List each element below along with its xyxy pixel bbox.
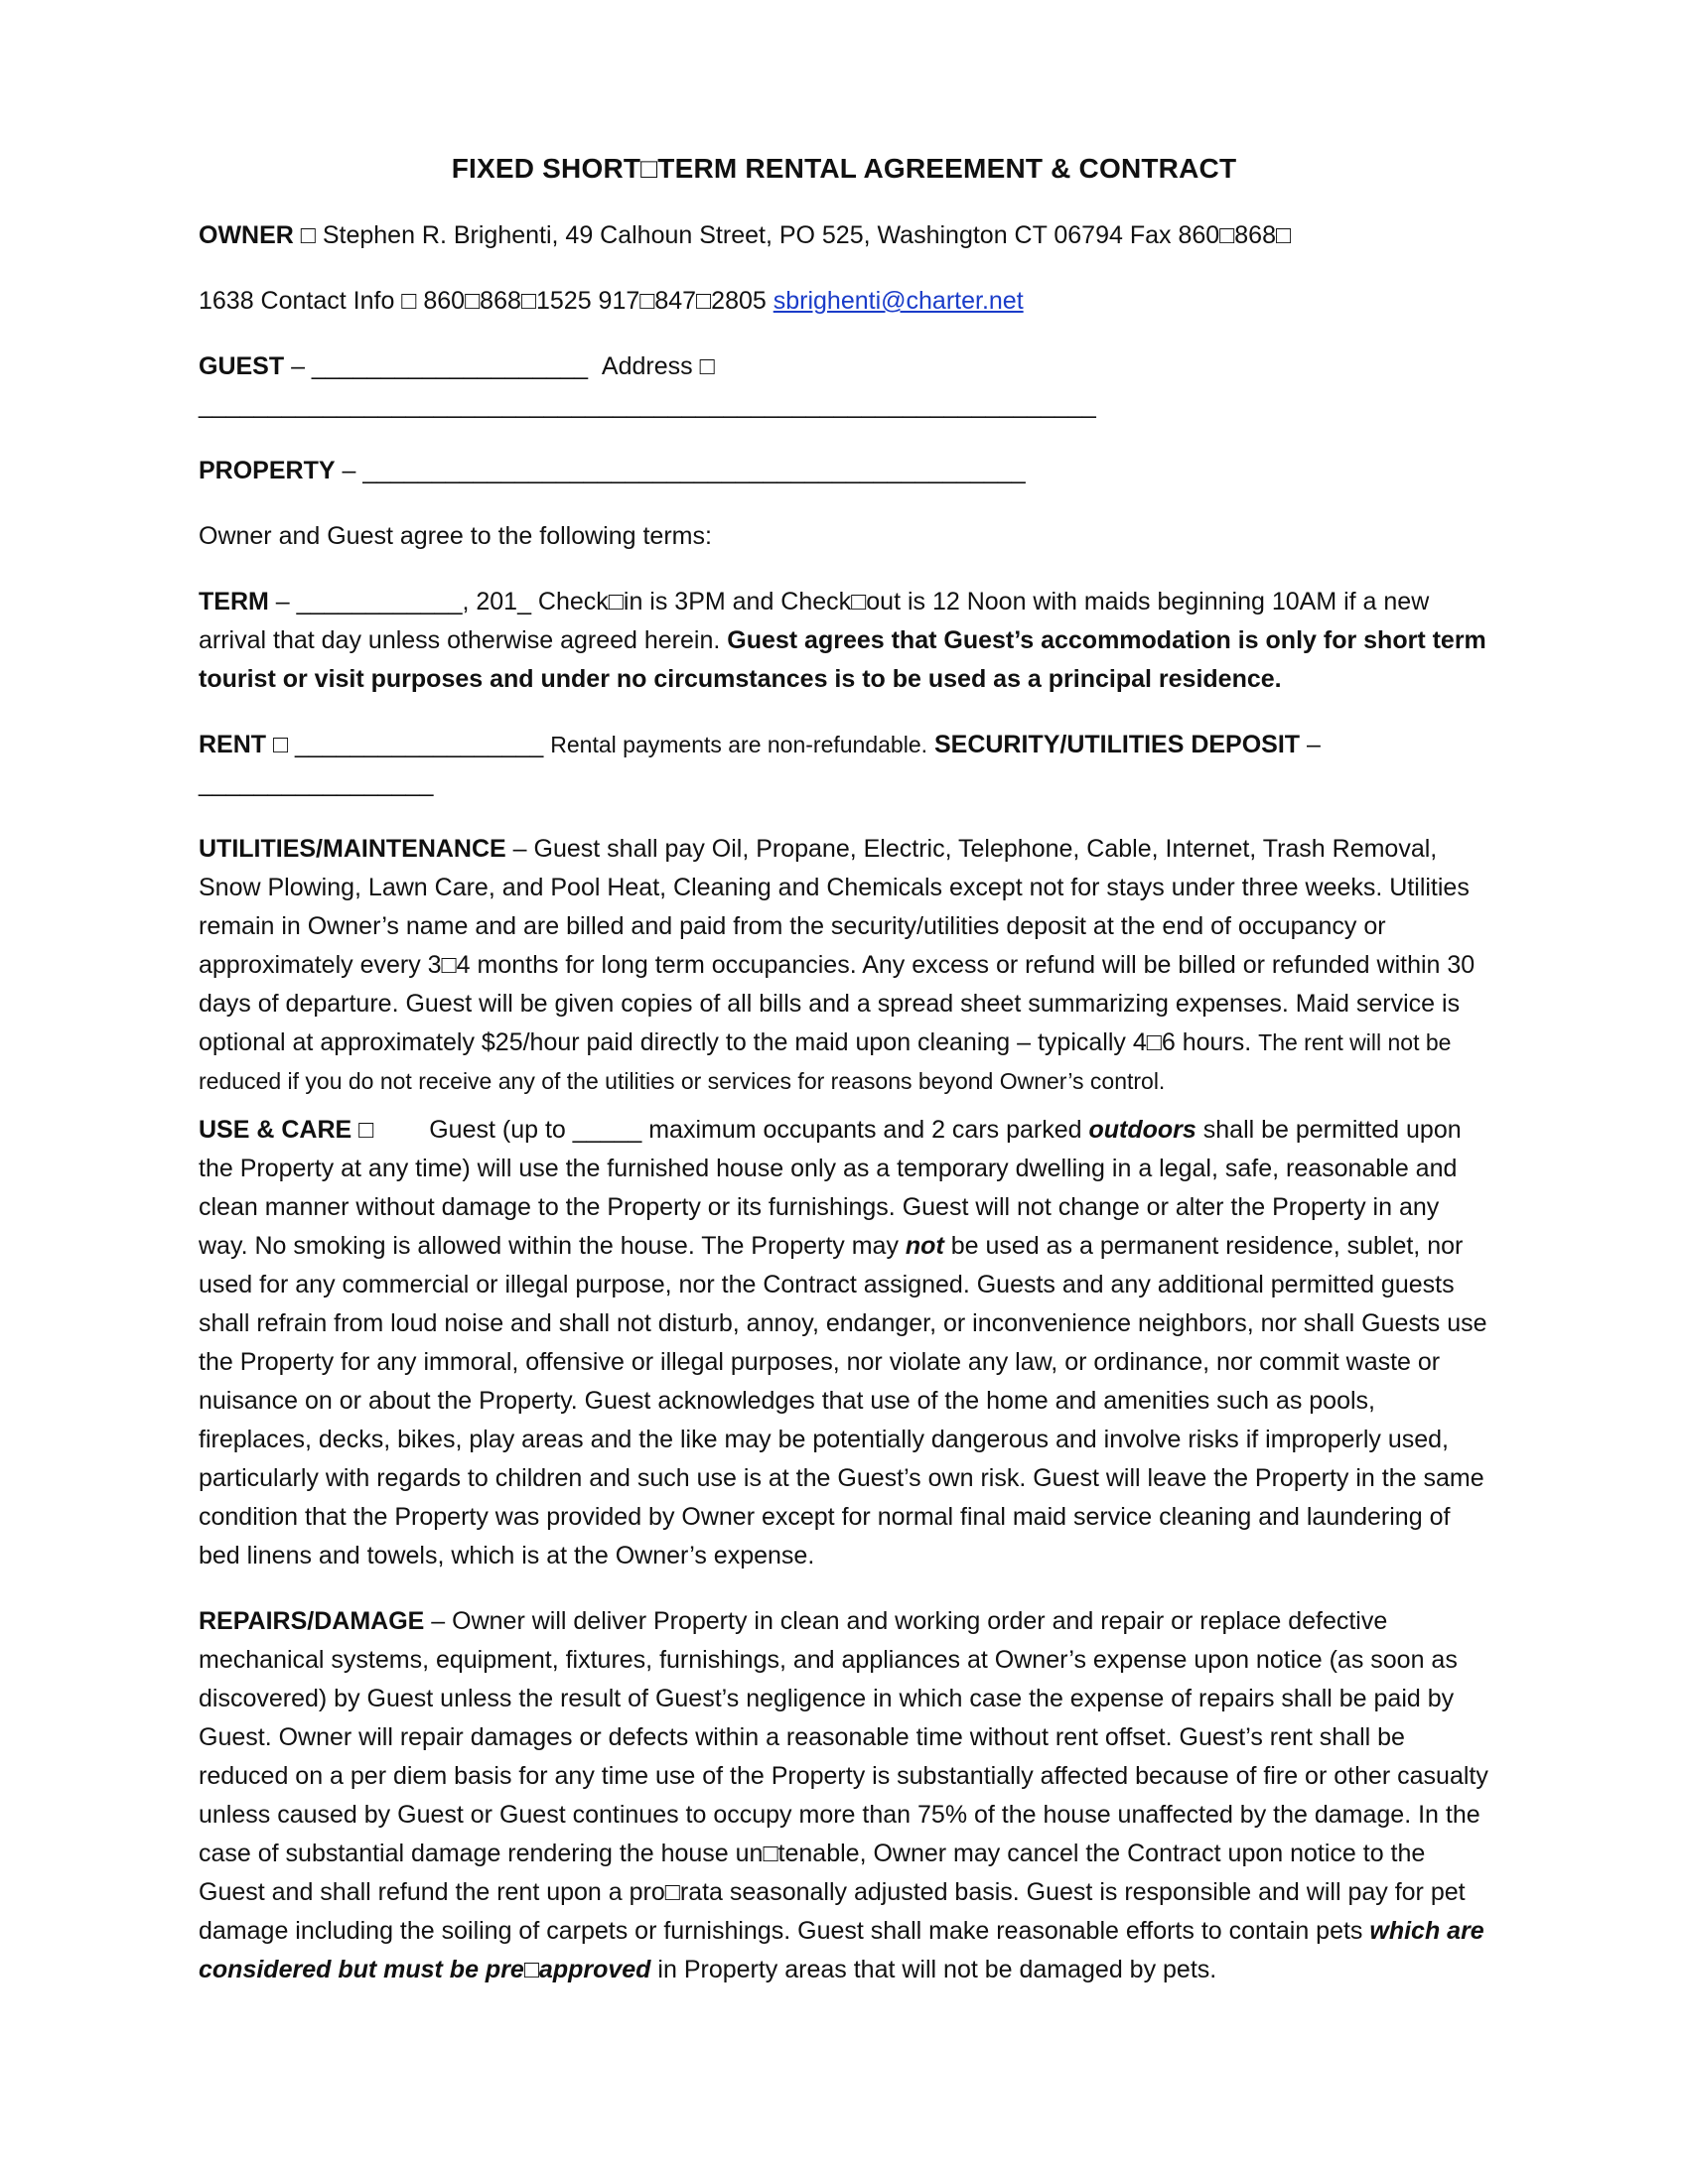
use-care-text-3: be used as a permanent residence, sublet, nor used for any commercial or illegal purpose, nor the Contract assigned. Guests and any additional permitted guests shall refrain from loud noise and shall not disturb, annoy, endanger, or inconvenience neighbors, nor shall Guests use the Property for any immoral, offensive or illegal purposes, nor violate any law, or ordinance, nor commit waste or nuisance on or about the Property. Guest acknowledges that use of the home and amenities such as pools, fireplaces, decks, bikes, play areas and the like may be potentially dangerous and involve risks if improperly used, particularly with regards to children and such use is at the Guest’s own risk. Guest will leave the Property in the same condition that the Property was provided by Owner except for normal final maid service cleaning and laundering of bed linens and towels, which is at the Owner’s expense. bbox=[199, 1232, 1487, 1570]
contact-line bbox=[199, 282, 1489, 321]
repairs-text: – Owner will deliver Property in clean and working order and repair or replace defective mechanical systems, equipment, fixtures, furnishings, and appliances at Owner’s expense upon notice (as soon as discovered) by Guest unless the result of Guest’s negligence in which case the expense of repairs shall be paid by Guest. Owner will repair damages or defects within a reasonable time without rent offset. Guest’s rent shall be reduced on a per diem basis for any time use of the Property is substantially affected because of fire or other casualty unless caused by Guest or Guest continues to occupy more than 75% of the house unaffected by the damage. In the case of substantial damage rendering the house un□tenable, Owner may cancel the Contract upon notice to the Guest and shall refund the rent upon a pro□rata seasonally adjusted basis. Guest is responsible and will pay for pet damage including the soiling of carpets or furnishings. Guest shall make reasonable efforts to contain pets bbox=[199, 1607, 1488, 1945]
guest-sep: – bbox=[284, 352, 312, 380]
rent-clause bbox=[199, 726, 1489, 803]
property-label: PROPERTY bbox=[199, 457, 336, 484]
owner-label: OWNER bbox=[199, 221, 294, 249]
use-care-emph-outdoors: outdoors bbox=[1088, 1116, 1196, 1144]
rent-label: RENT bbox=[199, 731, 267, 758]
term-label: TERM bbox=[199, 588, 269, 615]
document-title: FIXED SHORT□TERM RENTAL AGREEMENT & CONTRACT bbox=[451, 153, 1237, 184]
use-care-clause bbox=[199, 1111, 1489, 1575]
rent-nonrefundable-note: Rental payments are non-refundable. bbox=[550, 732, 928, 757]
utilities-note: The rent will not be reduced if you do not receive any of the utilities or services for reasons beyond Owner’s control. bbox=[199, 1029, 1452, 1094]
deposit-field[interactable]: – _________________ bbox=[199, 731, 1321, 797]
owner-sep: □ bbox=[293, 221, 323, 249]
utilities-label: UTILITIES/MAINTENANCE bbox=[199, 835, 506, 863]
document-page bbox=[199, 149, 1489, 2016]
repairs-tail: in Property areas that will not be damaged by pets. bbox=[650, 1956, 1217, 1983]
owner-line bbox=[199, 216, 1489, 255]
repairs-emph-pets: which are considered but must be pre□approved bbox=[199, 1917, 1484, 1983]
guest-label: GUEST bbox=[199, 352, 285, 380]
property-field[interactable]: ________________________________________________ bbox=[362, 457, 1026, 484]
guest-name-field[interactable]: ____________________ bbox=[311, 352, 588, 380]
owner-details: Stephen R. Brighenti, 49 Calhoun Street, PO 525, Washington CT 06794 Fax 860□868□ bbox=[322, 221, 1292, 249]
repairs-label: REPAIRS/DAMAGE bbox=[199, 1607, 425, 1635]
repairs-clause bbox=[199, 1602, 1489, 1989]
agree-line: Owner and Guest agree to the following terms: bbox=[199, 522, 712, 550]
use-care-emph-not: not bbox=[905, 1232, 944, 1260]
guest-address-field[interactable]: _________________________________________________________________ bbox=[199, 391, 1096, 419]
deposit-label: SECURITY/UTILITIES DEPOSIT bbox=[927, 731, 1301, 758]
property-sep: – bbox=[335, 457, 363, 484]
utilities-clause bbox=[199, 830, 1489, 1101]
contact-info: 1638 Contact Info □ 860□868□1525 917□847□2805 bbox=[199, 287, 774, 315]
use-care-sep: □ bbox=[352, 1116, 374, 1144]
term-clause bbox=[199, 583, 1489, 699]
guest-line bbox=[199, 347, 1489, 425]
property-line bbox=[199, 452, 1489, 490]
rent-field[interactable]: □ __________________ bbox=[266, 731, 551, 758]
owner-email-link[interactable]: sbrighenti@charter.net bbox=[773, 287, 1024, 315]
use-care-text-2: shall be permitted upon the Property at any time) will use the furnished house only as a temporary dwelling in a legal, safe, reasonable and clean manner without damage to the Property or its furnishings. Guest will not change or alter the Property in any way. No smoking is allowed within the house. The Property may bbox=[199, 1116, 1462, 1260]
guest-address-label: Address □ bbox=[601, 352, 715, 380]
utilities-text: – Guest shall pay Oil, Propane, Electric, Telephone, Cable, Internet, Trash Removal, Snow Plowing, Lawn Care, and Pool Heat, Cleaning and Chemicals except not for stays under three weeks. Utilities remain in Owner’s name and are billed and paid from the security/utilities deposit at the end of occupancy or approximately every 3□4 months for long term occupancies. Any excess or refund will be billed or refunded within 30 days of departure. Guest will be given copies of all bills and a spread sheet summarizing expenses. Maid service is optional at approximately $25/hour paid directly to the maid upon cleaning – typically 4□6 hours. bbox=[199, 835, 1476, 1056]
term-bold-text: Guest agrees that Guest’s accommodation is only for short term tourist or visit purposes and under no circumstances is to be used as a principal residence. bbox=[199, 626, 1486, 693]
term-text: – ____________, 201_ Check□in is 3PM and Check□out is 12 Noon with maids beginning 10AM if a new arrival that day unless otherwise agreed herein. bbox=[199, 588, 1430, 654]
use-care-text-1: Guest (up to _____ maximum occupants and 2 cars parked bbox=[429, 1116, 1089, 1144]
use-care-label: USE & CARE bbox=[199, 1116, 352, 1144]
